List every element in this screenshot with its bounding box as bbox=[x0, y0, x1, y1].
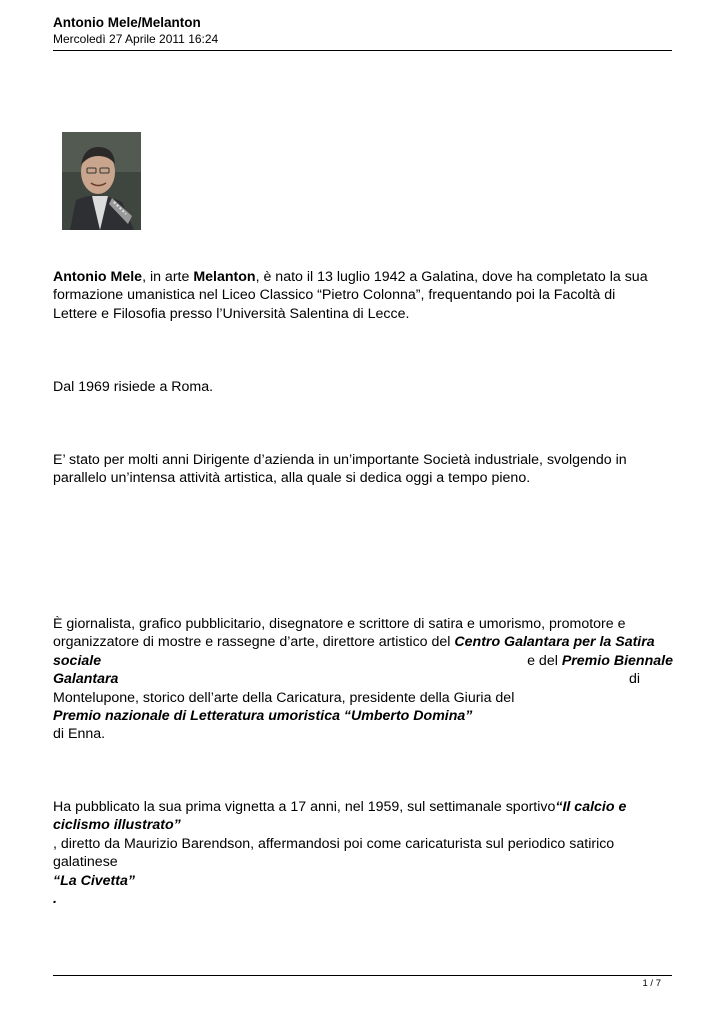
header-title: Antonio Mele/Melanton bbox=[53, 15, 201, 30]
p4-line-3-text: e del bbox=[527, 652, 562, 669]
centro-galantara-label: Centro Galantara per la Satira bbox=[454, 634, 655, 651]
p4-line-1: È giornalista, grafico pubblicitario, disegnatore e scrittore di satira e umorismo, promotore e bbox=[53, 616, 626, 632]
p1-text-1: , in arte bbox=[142, 269, 194, 285]
p4-line-7: di Enna. bbox=[53, 726, 106, 743]
paragraph-first-cartoon bbox=[53, 798, 673, 908]
p4-sociale: sociale bbox=[53, 652, 102, 669]
p3-line-2: parallelo un’intensa attività artistica, alla quale si dedica oggi a tempo pieno. bbox=[53, 470, 531, 487]
premio-nazionale-label: Premio nazionale di Letteratura umoristica “Umberto Domina” bbox=[53, 708, 473, 725]
il-calcio-label: “Il calcio e bbox=[555, 799, 627, 815]
ciclismo-illustrato-label: ciclismo illustrato” bbox=[53, 817, 181, 834]
header-rule bbox=[53, 50, 672, 51]
p1-line-2: formazione umanistica nel Liceo Classico “Pietro Colonna”, frequentando poi la Facoltà di bbox=[53, 287, 616, 304]
p5-line-4: galatinese bbox=[53, 854, 118, 871]
header-date: Mercoledì 27 Aprile 2011 16:24 bbox=[53, 32, 219, 46]
p5-line-1-text: Ha pubblicato la sua prima vignetta a 17 anni, nel 1959, sul settimanale sportivo bbox=[53, 799, 556, 815]
p2-line-1: Dal 1969 risiede a Roma. bbox=[53, 379, 214, 395]
premio-biennale-label: Premio Biennale bbox=[561, 652, 673, 669]
p1-text-2: , è nato il 13 luglio 1942 a Galatina, dove ha completato la sua bbox=[255, 269, 648, 285]
p5-line-3: , diretto da Maurizio Barendson, affermandosi poi come caricaturista sul periodico satirico bbox=[53, 835, 615, 852]
paragraph-career bbox=[53, 451, 673, 488]
footer-rule bbox=[53, 975, 672, 976]
p4-di: di bbox=[628, 671, 640, 688]
author-name: Antonio Mele bbox=[53, 269, 143, 285]
paragraph-roles bbox=[53, 615, 673, 744]
la-civetta-label: “La Civetta” bbox=[53, 872, 135, 889]
page-number: 1 / 7 bbox=[642, 978, 661, 989]
paragraph-birth bbox=[53, 268, 673, 323]
p1-line-3: Lettere e Filosofia presso l’Università Salentina di Lecce. bbox=[53, 305, 410, 322]
p4-line-2-text: organizzatore di mostre e rassegne d’arte, direttore artistico del bbox=[53, 634, 455, 651]
p4-galantara: Galantara bbox=[53, 671, 119, 688]
p3-line-1: E’ stato per molti anni Dirigente d’azienda in un’importante Società industriale, svolgendo in bbox=[53, 452, 627, 468]
author-photo bbox=[62, 132, 141, 230]
paragraph-residence bbox=[53, 378, 673, 396]
p5-period: . bbox=[53, 891, 57, 908]
p4-line-5: Montelupone, storico dell’arte della Caricatura, presidente della Giuria del bbox=[53, 689, 515, 706]
author-alias: Melanton bbox=[193, 269, 256, 285]
